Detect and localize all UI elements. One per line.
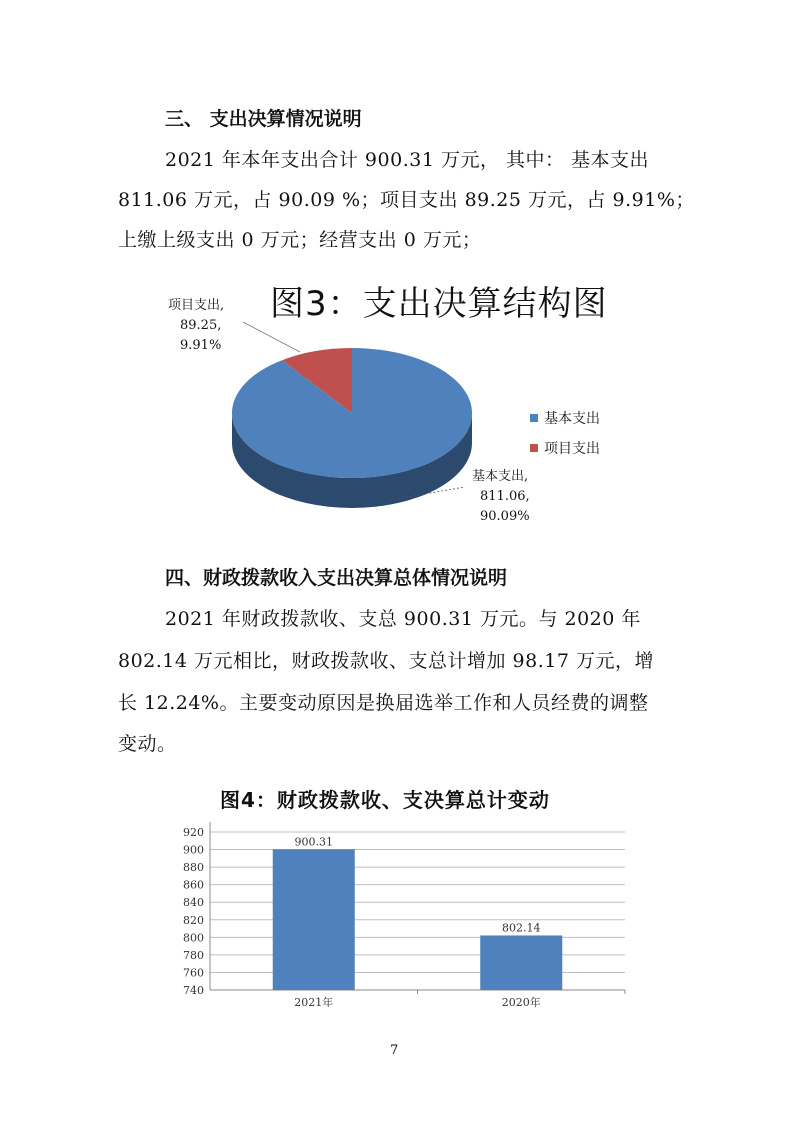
- section-3-line-1: 2021 年本年支出合计 900.31 万元， 其中： 基本支出: [165, 149, 650, 171]
- section-4-line-1: 2021 年财政拨款收、支总 900.31 万元。与 2020 年: [165, 608, 641, 630]
- section-3-line-2: 811.06 万元，占 90.09 %；项目支出 89.25 万元，占 9.91%；: [118, 189, 695, 211]
- bar-value-label: 900.31: [294, 835, 333, 849]
- pie-label-project-name: 项目支出,: [168, 298, 225, 313]
- section-4-line-3: 长 12.24%。主要变动原因是换届选举工作和人员经费的调整: [118, 692, 649, 714]
- y-tick-label: 820: [183, 913, 204, 927]
- y-tick-label: 780: [183, 948, 204, 962]
- y-tick-label: 860: [183, 878, 204, 892]
- section-3-heading: 三、 支出决算情况说明: [165, 108, 362, 130]
- x-tick-label: 2021年: [294, 996, 334, 1009]
- y-tick-label: 760: [183, 966, 204, 980]
- legend-label-project: 项目支出: [544, 441, 600, 457]
- section-4-line-2: 802.14 万元相比，财政拨款收、支总计增加 98.17 万元，增: [118, 650, 654, 672]
- bar-value-label: 802.14: [502, 921, 541, 935]
- pie-label-basic-value: 811.06,: [480, 489, 530, 504]
- y-tick-label: 740: [183, 984, 204, 997]
- section-3-line-3: 上缴上级支出 0 万元；经营支出 0 万元；: [118, 229, 482, 251]
- pie-label-basic-name: 基本支出,: [472, 469, 529, 484]
- section-4-line-4: 变动。: [118, 733, 177, 755]
- y-tick-label: 880: [183, 861, 204, 875]
- legend-label-basic: 基本支出: [544, 411, 600, 427]
- x-tick-label: 2020年: [501, 996, 541, 1009]
- pie-label-project-value: 89.25,: [180, 318, 222, 333]
- pie-label-project-percent: 9.91%: [180, 338, 222, 353]
- bar-chart-title: 图4：财政拨款收、支决算总计变动: [220, 788, 550, 812]
- section-4-heading: 四、财政拨款收入支出决算总体情况说明: [165, 567, 508, 589]
- bar-2021年: [273, 849, 355, 990]
- y-tick-label: 840: [183, 896, 204, 910]
- pie-label-basic-percent: 90.09%: [480, 509, 530, 524]
- y-tick-label: 800: [183, 931, 204, 945]
- y-tick-label: 920: [183, 826, 204, 839]
- page-number: 7: [390, 1043, 399, 1058]
- y-tick-label: 900: [183, 843, 204, 857]
- bar-2020年: [480, 935, 562, 990]
- pie-chart-title: 图3：支出决算结构图: [270, 284, 608, 324]
